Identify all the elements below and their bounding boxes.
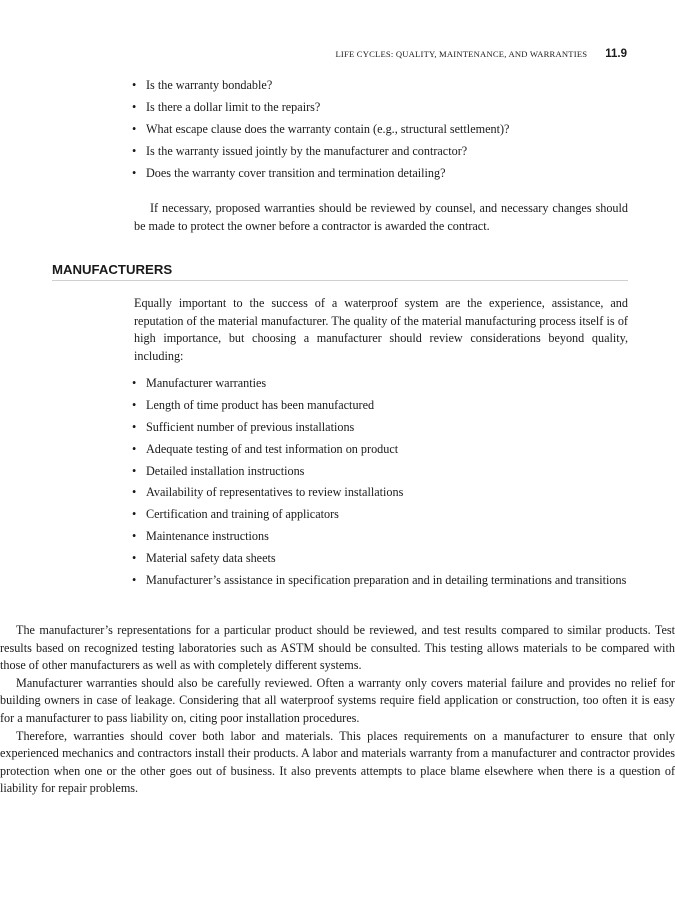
bullet-icon: • (132, 165, 137, 180)
bullet-icon: • (132, 99, 137, 114)
list-item (132, 375, 630, 393)
warranty-question-list (132, 77, 630, 187)
labor-materials-paragraph: Therefore, warranties should cover both labor and materials. This places requirements on a manufacturer to ensure that only experienced mechanics and contractors install their products. A labor and materials warranty from a manufacturer and contractor provides protection when one or the other goes out of business. It also prevents attempts to place blame elsewhere when there is a question of liability for repair problems. (0, 728, 675, 796)
list-item-text: Is there a dollar limit to the repairs? (146, 99, 321, 114)
page-number: 11.9 (605, 48, 627, 60)
list-item-text: Detailed installation instructions (146, 463, 305, 478)
list-item (132, 506, 630, 524)
list-item (132, 463, 630, 481)
list-item (132, 572, 630, 590)
list-item (132, 165, 630, 183)
bullet-icon: • (132, 507, 137, 522)
list-item (132, 441, 630, 459)
bullet-icon: • (132, 376, 137, 390)
list-item-text: Does the warranty cover transition and termination detailing? (146, 165, 446, 180)
running-title: LIFE CYCLES: QUALITY, MAINTENANCE, AND WARRANTIES (335, 49, 588, 59)
lead-paragraph: Equally important to the success of a waterproof system are the experience, assistance, and reputation of the material manufacturer. The quality of the material manufacturing process itself is of high importance, but choosing a manufacturer should review considerations beyond quality, including: (134, 296, 628, 363)
bullet-icon: • (132, 78, 137, 92)
bullet-icon: • (132, 551, 137, 566)
list-item-text: Material safety data sheets (146, 551, 276, 566)
closing-paragraphs (0, 622, 675, 798)
list-item-text: Adequate testing of and test information on product (146, 441, 399, 456)
list-item (132, 397, 630, 415)
section-heading: MANUFACTURERS (52, 262, 628, 281)
list-item-text: Is the warranty issued jointly by the manufacturer and contractor? (146, 143, 468, 158)
bullet-icon: • (132, 573, 137, 588)
bullet-icon: • (132, 419, 137, 434)
bullet-icon: • (132, 121, 137, 136)
bullet-icon: • (132, 441, 137, 456)
warranty-review-paragraph: Manufacturer warranties should also be carefully reviewed. Often a warranty only covers material failure and provides no relief for building owners in case of leakage. Considering that all waterproof systems require field application or construction, too often it is easy for a manufacturer to pass liability on, citing poor installation procedures. (0, 675, 675, 725)
list-item (132, 143, 630, 161)
list-item-text: Sufficient number of previous installations (146, 419, 355, 434)
counsel-paragraph: If necessary, proposed warranties should be reviewed by counsel, and necessary changes should be made to protect the owner before a contractor is awarded the contract. (134, 201, 628, 233)
list-item (132, 419, 630, 437)
list-item (132, 99, 630, 117)
list-item-text: Manufacturer’s assistance in specification preparation and in detailing terminations and transitions (146, 573, 627, 588)
list-item (132, 484, 630, 502)
bullet-icon: • (132, 529, 137, 544)
running-header (335, 48, 627, 60)
bullet-icon: • (132, 143, 137, 158)
list-item (132, 528, 630, 546)
testing-paragraph: The manufacturer’s representations for a particular product should be reviewed, and test results compared to similar products. Test results based on recognized testing laboratories such as ASTM should be consulted. This testing allows materials to be compared with those of other manufacturers as well as with completely different systems. (0, 623, 675, 673)
list-item-text: Is the warranty bondable? (146, 78, 273, 92)
list-item-text: Availability of representatives to review installations (146, 485, 404, 500)
list-item (132, 550, 630, 568)
list-item-text: Maintenance instructions (146, 529, 269, 544)
list-item (132, 77, 630, 95)
list-item-text: Manufacturer warranties (146, 376, 267, 390)
list-item-text: Length of time product has been manufactured (146, 397, 375, 412)
bullet-icon: • (132, 463, 137, 478)
list-item-text: What escape clause does the warranty contain (e.g., structural settlement)? (146, 121, 510, 136)
considerations-list (132, 375, 630, 594)
list-item (132, 121, 630, 139)
bullet-icon: • (132, 485, 137, 500)
list-item-text: Certification and training of applicators (146, 507, 339, 522)
bullet-icon: • (132, 397, 137, 412)
